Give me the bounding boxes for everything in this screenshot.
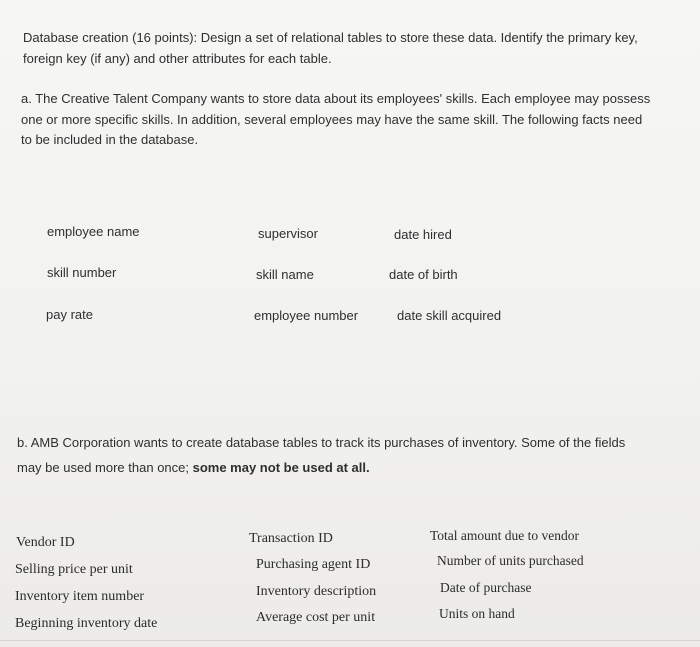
field-number-of-units-purchased: Number of units purchased	[437, 553, 584, 568]
field-vendor-id: Vendor ID	[16, 535, 75, 550]
bottom-divider	[0, 640, 700, 641]
part-a-line-2: one or more specific skills. In addition, several employees may have the same skill. The following facts need	[21, 111, 643, 127]
field-transaction-id: Transaction ID	[249, 531, 333, 546]
part-b-line-2-emphasis: some may not be used at all.	[192, 460, 370, 475]
field-supervisor: supervisor	[258, 226, 318, 241]
part-b-line-1: b. AMB Corporation wants to create database tables to track its purchases of inventory. Some of the fields	[17, 435, 626, 450]
field-skill-number: skill number	[47, 265, 117, 280]
field-employee-name: employee name	[47, 224, 140, 239]
part-a-line-1: a. The Creative Talent Company wants to store data about its employees' skills. Each employee may possess	[21, 91, 651, 106]
field-purchasing-agent-id: Purchasing agent ID	[256, 557, 371, 572]
intro-paragraph	[23, 27, 638, 69]
intro-line-1: Database creation (16 points): Design a set of relational tables to store these data. Identify the primary key,	[23, 30, 638, 45]
part-b-line-2: may be used more than once;	[17, 460, 193, 475]
field-average-cost-per-unit: Average cost per unit	[256, 610, 376, 625]
part-b-paragraph	[17, 430, 625, 480]
intro-line-2: foreign key (if any) and other attributes for each table.	[23, 51, 332, 66]
field-inventory-item-number: Inventory item number	[15, 589, 145, 604]
field-beginning-inventory-date: Beginning inventory date	[15, 616, 158, 631]
part-a-paragraph	[21, 89, 650, 151]
field-pay-rate: pay rate	[46, 307, 93, 322]
field-employee-number: employee number	[254, 308, 359, 323]
field-inventory-description: Inventory description	[256, 584, 377, 599]
field-skill-name: skill name	[256, 267, 314, 282]
field-date-hired: date hired	[394, 227, 452, 242]
field-units-on-hand: Units on hand	[439, 606, 515, 621]
field-date-skill-acquired: date skill acquired	[397, 308, 502, 323]
field-selling-price-per-unit: Selling price per unit	[15, 562, 133, 577]
field-total-amount-due-to-vendor: Total amount due to vendor	[430, 528, 580, 543]
part-a-line-3: to be included in the database.	[21, 132, 199, 147]
field-date-of-purchase: Date of purchase	[440, 580, 532, 595]
field-date-of-birth: date of birth	[389, 267, 458, 282]
